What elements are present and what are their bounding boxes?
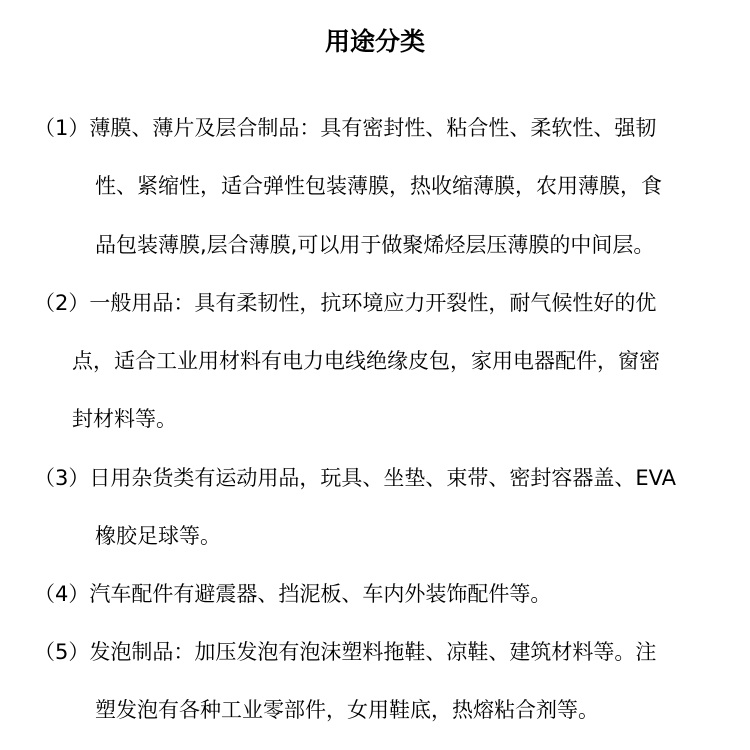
paragraph-line: （5）发泡制品：加压发泡有泡沫塑料拖鞋、凉鞋、建筑材料等。注	[34, 640, 657, 664]
paragraph-line: 塑发泡有各种工业零部件，女用鞋底，热熔粘合剂等。	[95, 698, 599, 722]
paragraph-line: （3）日用杂货类有运动用品，玩具、坐垫、束带、密封容器盖、EVA	[34, 466, 677, 490]
paragraph-line: （2）一般用品：具有柔韧性，抗环境应力开裂性，耐气候性好的优	[34, 291, 657, 315]
paragraph-line: 性、紧缩性，适合弹性包装薄膜，热收缩薄膜，农用薄膜，食	[95, 174, 662, 198]
paragraph-line: 点，适合工业用材料有电力电线绝缘皮包，家用电器配件，窗密	[72, 349, 660, 373]
page-title: 用途分类	[324, 27, 425, 56]
paragraph-line: 封材料等。	[72, 407, 177, 431]
paragraph-line: （4）汽车配件有避震器、挡泥板、车内外装饰配件等。	[34, 582, 552, 606]
paragraph-line: 橡胶足球等。	[95, 524, 221, 548]
paragraph-line: 品包装薄膜,层合薄膜,可以用于做聚烯烃层压薄膜的中间层。	[95, 233, 655, 257]
paragraph-line: （1）薄膜、薄片及层合制品：具有密封性、粘合性、柔软性、强韧	[34, 116, 657, 140]
